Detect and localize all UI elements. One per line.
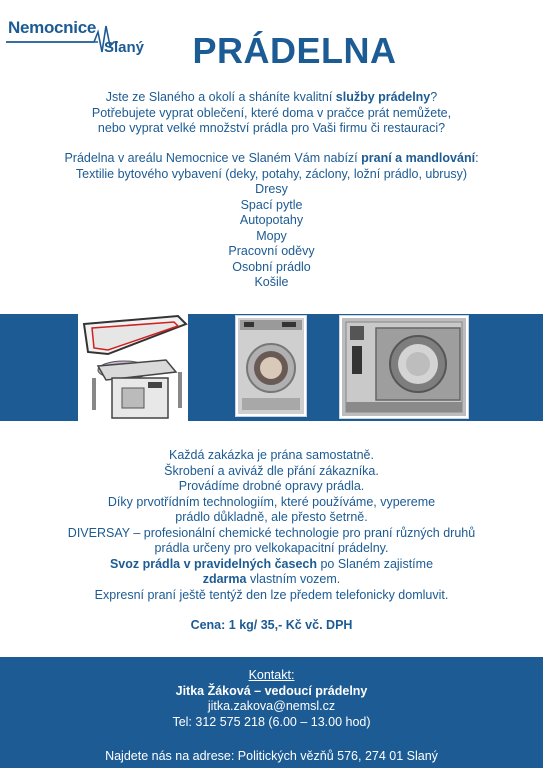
pickup-text: po Slaném zajistíme — [317, 556, 434, 571]
list-item: Dresy — [255, 182, 288, 196]
info-line: Škrobení a aviváž dle přání zákazníka. — [164, 463, 379, 478]
info-text — [0, 448, 543, 603]
page-title: PRÁDELNA — [192, 30, 397, 71]
info-line: prádla určeny pro velkokapacitní prádelny. — [154, 541, 389, 555]
intro-line-3: nebo vyprat velké množství prádla pro Vaši firmu či restauraci? — [97, 121, 446, 135]
list-item: Autopotahy — [239, 213, 304, 227]
list-item: Košile — [254, 275, 289, 289]
free-text: vlastním vozem. — [246, 572, 341, 586]
info-line: Díky prvotřídním technologiím, které používáme, vypereme — [107, 494, 436, 509]
info-line: Expresní praní ještě tentýž den lze předem telefonicky domluvit. — [94, 587, 449, 602]
info-line: Každá zakázka je prána samostatně. — [169, 448, 374, 462]
info-line: prádlo důkladně, ale přesto šetrně. — [175, 510, 368, 524]
ironing-press-photo — [78, 314, 188, 421]
list-item: Pracovní oděvy — [228, 244, 315, 258]
contact-address: Najdete nás na adrese: Politických vězňů 576, 274 01 Slaný — [105, 749, 438, 763]
list-item: Textilie bytového vybavení (deky, potahy, záclony, ložní prádlo, ubrusy) — [75, 166, 468, 181]
price-text: Cena: 1 kg/ 35,- Kč vč. DPH — [190, 618, 353, 632]
pickup-bold: Svoz prádla v pravidelných časech — [109, 556, 317, 571]
washing-machine-photo — [236, 316, 306, 416]
list-item: Mopy — [256, 228, 287, 243]
info-line: Provádíme drobné opravy prádla. — [178, 479, 365, 493]
info-line-pickup — [0, 557, 543, 573]
contact-email[interactable]: jitka.zakova@nemsl.cz — [207, 699, 336, 713]
free-bold: zdarma — [202, 572, 247, 586]
intro-line-1-end: ? — [430, 90, 438, 104]
list-item: Osobní prádlo — [232, 259, 311, 274]
intro-line-1-text: Jste ze Slaného a okolí a sháníte kvalitní — [105, 90, 336, 104]
contact-label: Kontakt: — [248, 668, 295, 682]
industrial-washer-photo — [340, 316, 468, 418]
contact-footer — [0, 657, 543, 768]
services-heading-end: : — [475, 151, 479, 165]
intro-line-2: Potřebujete vyprat oblečení, které doma v pračce prát nemůžete, — [91, 105, 452, 120]
intro-line-1 — [0, 90, 543, 106]
info-line: DIVERSAY – profesionální chemické technologie pro praní různých druhů — [67, 525, 476, 540]
intro-line-1-bold: služby prádelny — [335, 90, 431, 104]
services-heading-bold: praní a mandlování — [361, 151, 476, 165]
info-line-free — [0, 572, 543, 588]
logo-text-slany: Slaný — [104, 39, 145, 56]
services-list — [0, 151, 543, 291]
services-heading-text: Prádelna v areálu Nemocnice ve Slaném Vám nabízí — [64, 151, 362, 165]
intro-text — [0, 90, 543, 137]
services-heading — [0, 151, 543, 167]
contact-name: Jitka Žáková – vedoucí prádelny — [175, 683, 368, 698]
logo-text-nemocnice: Nemocnice — [8, 18, 97, 37]
list-item: Spací pytle — [240, 197, 303, 212]
contact-phone: Tel: 312 575 218 (6.00 – 13.00 hod) — [172, 714, 371, 729]
